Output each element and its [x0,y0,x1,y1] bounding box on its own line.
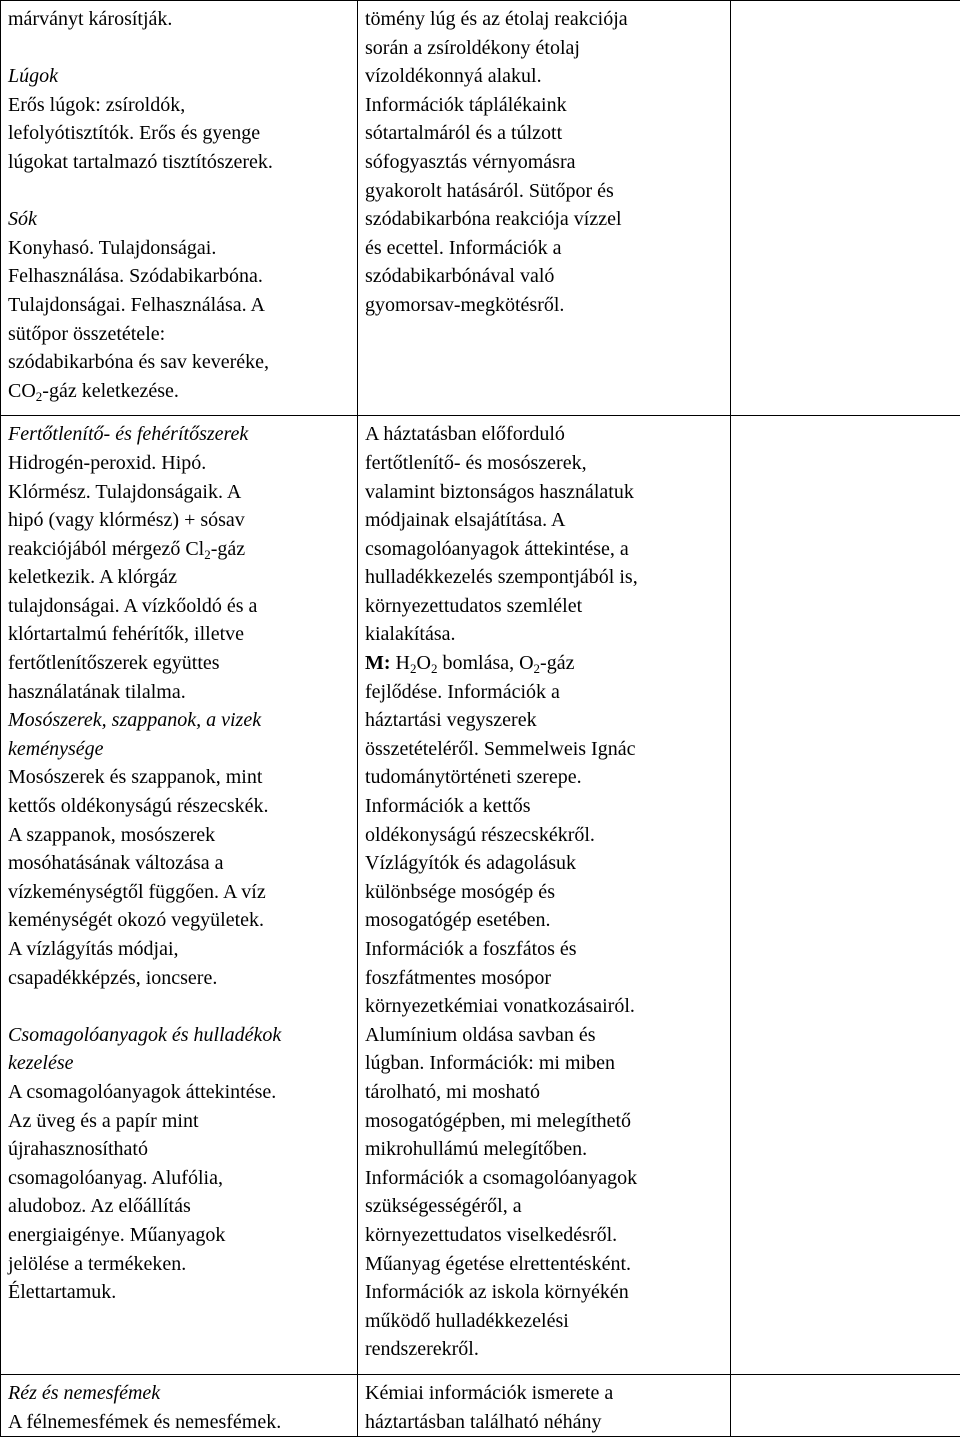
text-line: működő hulladékkezelési [365,1309,569,1332]
text-line: Alumínium oldása savban és [365,1023,596,1046]
text-line: Vízlágyítók és adagolásuk [365,852,577,875]
text-line: fejlődése. Információk a [365,680,560,703]
text-line: tárolható, mi mosható [365,1080,540,1103]
line-text: CO [8,379,36,402]
topic-cell [1,1,358,416]
text-line: A félnemesfémek és nemesfémek. [8,1410,282,1433]
text-line: mosóhatásának változása a [8,852,224,875]
text-line: mosogatógépben, mi melegíthető [365,1109,632,1132]
text-line: fertőtlenítő- és mosószerek, [365,451,587,474]
text-line: Felhasználása. Szódabikarbóna. [8,265,263,288]
text-line: rendszerekről. [365,1338,479,1361]
text-line: csomagolóanyagok áttekintése, a [365,537,629,560]
text-line: jelölése a termékeken. [8,1252,187,1275]
line-text: -gáz [210,537,246,560]
text-line: tudománytörténeti szerepe. [365,766,582,789]
empty-cell [731,1374,960,1436]
text-line: vízkeménységtől függően. A víz [8,880,266,903]
topic-cell [1,1374,358,1436]
text-line: Információk a csomagolóanyagok [365,1166,638,1189]
section-heading: Lúgok [8,65,58,88]
text-line: környezettudatos szemlélet [365,594,583,617]
text-line: valamint biztonságos használatuk [365,480,634,503]
formula-text: -gáz [540,652,575,675]
activity-cell [358,416,731,1375]
text-line: kettős oldékonyságú részecskék. [8,795,269,818]
text-line: kialakítása. [365,623,456,646]
table-row [1,1374,960,1436]
text-line: foszfátmentes mosópor [365,966,552,989]
text-line: lúgokat tartalmazó tisztítószerek. [8,150,273,173]
formula-label: M: [365,652,391,675]
table-row [1,1,960,416]
text-line: környezetkémiai vonatkozásairól. [365,995,635,1018]
text-line: aludoboz. Az előállítás [8,1195,191,1218]
text-line: összetételéről. Semmelweis Ignác [365,737,636,760]
section-heading: keménysége [8,737,104,760]
text-line: Az üveg és a papír mint [8,1109,199,1132]
text-line: során a zsíroldékony étolaj [365,36,580,59]
text-line: Információk a foszfátos és [365,938,577,960]
subscript: 2 [204,546,211,562]
section-heading: Csomagolóanyagok és hulladékok [8,1023,282,1046]
formula-text: bomlása, O [437,652,534,675]
text-line: gyomorsav-megkötésről. [365,293,565,316]
blank-line [8,992,351,1021]
text-line [365,649,724,678]
text-line [8,377,351,406]
text-line: Erős lúgok: zsíroldók, [8,93,186,116]
section-heading: Fertőtlenítő- és fehérítőszerek [8,423,249,446]
text-line: vízoldékonnyá alakul. [365,65,542,88]
text-line: gyakorolt hatásáról. Sütőpor és [365,179,614,202]
text-line: A szappanok, mosószerek [8,823,216,846]
text-line: Hidrogén-peroxid. Hipó. [8,451,207,474]
text-line: Konyhasó. Tulajdonságai. [8,236,217,259]
text-line: háztartásban található néhány [365,1410,602,1433]
line-text: -gáz keletkezése. [42,379,179,402]
text-line: és ecettel. Információk a [365,236,562,259]
text-line: Információk a kettős [365,795,531,818]
text-line [8,535,351,564]
text-line: szódabikarbóna reakciója vízzel [365,208,622,231]
table-row [1,416,960,1375]
subscript: 2 [430,661,438,677]
text-line: sótartalmáról és a túlzott [365,122,563,145]
text-line: szódabikarbóna és sav keveréke, [8,351,269,374]
text-line: Információk az iskola környékén [365,1281,629,1304]
text-line: fertőtlenítőszerek együttes [8,652,220,675]
section-heading: Sók [8,208,37,231]
blank-line [8,177,351,206]
text-line: használatának tilalma. [8,680,186,703]
blank-line [8,34,351,63]
empty-cell [731,1,960,416]
text-line: csapadékképzés, ioncsere. [8,966,218,989]
text-line: A csomagolóanyagok áttekintése. [8,1080,277,1103]
subscript: 2 [533,661,541,677]
formula-text: H [390,652,410,675]
empty-cell [731,416,960,1375]
text-line: Műanyag égetése elrettentésként. [365,1252,631,1275]
text-line: klórtartalmú fehérítők, illetve [8,623,245,646]
section-heading: Mosószerek, szappanok, a vizek [8,709,262,732]
text-line: A vízlágyítás módjai, [8,938,179,960]
text-line: lúgban. Információk: mi miben [365,1052,615,1075]
text-line: oldékonyságú részecskékről. [365,823,595,846]
text-line: környezettudatos viselkedésről. [365,1223,618,1246]
text-line: Kémiai információk ismerete a [365,1381,614,1404]
activity-cell [358,1,731,416]
text-line: mikrohullámú melegítőben. [365,1138,588,1161]
text-line: hipó (vagy klórmész) + sósav [8,509,245,532]
text-line: mosogatógép esetében. [365,909,551,932]
text-line: Élettartamuk. [8,1281,117,1304]
text-line: sófogyasztás vérnyomásra [365,150,576,173]
text-line: szükségességéről, a [365,1195,522,1218]
text-line: energiaigénye. Műanyagok [8,1223,226,1246]
text-line: lefolyótisztítók. Erős és gyenge [8,122,261,145]
text-line: csomagolóanyag. Alufólia, [8,1166,223,1189]
line-text: reakciójából mérgező Cl [8,537,205,560]
section-heading: Réz és nemesfémek [8,1381,161,1404]
text-line: keletkezik. A klórgáz [8,566,178,589]
text-line: Klórmész. Tulajdonságaik. A [8,480,242,503]
text-line: sütőpor összetétele: [8,322,166,345]
formula-text: O [416,652,431,675]
text-line: módjainak elsajátítása. A [365,509,566,532]
subscript: 2 [35,388,43,404]
text-line: különbsége mosógép és [365,880,555,903]
text-line: szódabikarbónával való [365,265,555,288]
section-heading: kezelése [8,1052,74,1075]
text-line: Információk táplálékaink [365,93,567,116]
text-line: újrahasznosítható [8,1138,148,1161]
text-line: háztartási vegyszerek [365,709,537,732]
text-line: Mosószerek és szappanok, mint [8,766,263,789]
text-line: hulladékkezelés szempontjából is, [365,566,638,589]
text-line: márványt károsítják. [8,8,173,30]
text-line: A háztatásban előforduló [365,423,565,446]
activity-cell [358,1374,731,1436]
subscript: 2 [410,661,417,677]
text-line: keménységét okozó vegyületek. [8,909,265,932]
topic-cell [1,416,358,1375]
text-line: tömény lúg és az étolaj reakciója [365,8,628,30]
text-line: Tulajdonságai. Felhasználása. A [8,293,266,316]
text-line: tulajdonságai. A vízkőoldó és a [8,594,258,617]
